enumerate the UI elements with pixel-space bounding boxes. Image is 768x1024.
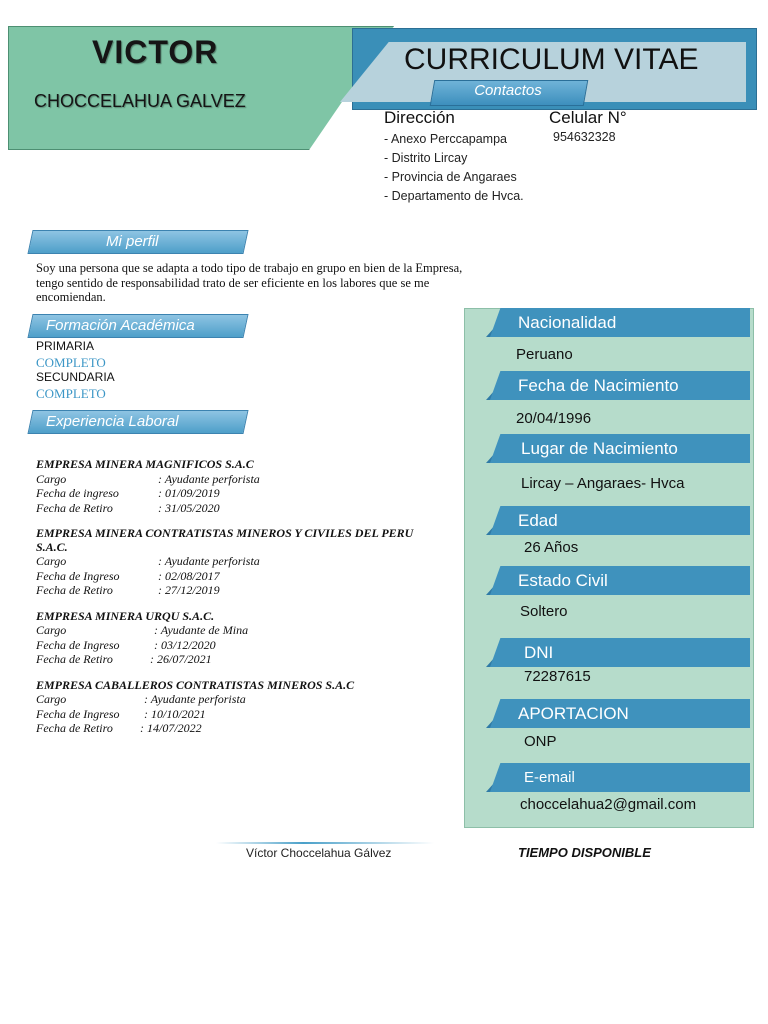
age-label: Edad (518, 511, 558, 530)
birthdate-label: Fecha de Nacimiento (518, 376, 679, 395)
last-name: CHOCCELAHUA GALVEZ (34, 91, 246, 111)
contribution-label: APORTACION (518, 704, 629, 723)
education-heading: Formación Académica (46, 317, 195, 334)
phone-label: Celular N° (549, 108, 627, 127)
email-value: choccelahua2@gmail.com (520, 796, 697, 813)
signature-name: Víctor Choccelahua Gálvez (246, 846, 392, 860)
job-field-value: : 10/10/2021 (144, 706, 206, 721)
company-name: EMPRESA MINERA CONTRATISTAS MINEROS Y CIVILES DEL PERU S.A.C. (36, 526, 414, 554)
first-name: VICTOR (92, 34, 219, 70)
job-row (36, 583, 416, 598)
address-line: - Distrito Lircay (384, 151, 468, 165)
job-row (36, 472, 416, 487)
job-field-value: : 03/12/2020 (154, 637, 216, 652)
experience-heading: Experiencia Laboral (46, 413, 179, 430)
job-field-label: Fecha de Ingreso (36, 637, 120, 652)
job-field-label: Fecha de Retiro (36, 500, 113, 515)
job-field-label: Fecha de ingreso (36, 486, 119, 500)
nationality-value: Peruano (516, 346, 573, 363)
job-field-label: Fecha de Retiro (36, 721, 113, 735)
address-label: Dirección (384, 108, 455, 127)
education-level: SECUNDARIA (36, 370, 115, 384)
contactos-label: Contactos (474, 82, 542, 99)
job-field-label: Cargo (36, 623, 67, 637)
dni-value: 72287615 (524, 668, 591, 685)
job-row (36, 652, 416, 667)
nationality-label: Nacionalidad (518, 313, 617, 332)
job-field-value: : Ayudante perforista (144, 692, 246, 706)
job-field-value: : Ayudante de Mina (154, 623, 249, 637)
document-title: CURRICULUM VITAE (404, 43, 699, 76)
signature-line (216, 842, 434, 844)
profile-heading: Mi perfil (106, 233, 159, 250)
age-value: 26 Años (524, 539, 579, 556)
contribution-value: ONP (524, 733, 557, 750)
job-field-label: Fecha de Retiro (36, 652, 113, 666)
job-row (36, 623, 416, 638)
address-line: - Anexo Perccapampa (384, 132, 507, 146)
education-status: COMPLETO (36, 385, 106, 401)
job-row (36, 486, 416, 501)
availability-text: TIEMPO DISPONIBLE (518, 845, 651, 860)
civil-status-label: Estado Civil (518, 571, 608, 590)
job-field-value: : 01/09/2019 (158, 486, 220, 500)
birthplace-label: Lugar de Nacimiento (521, 439, 678, 458)
job-field-value: : 31/05/2020 (158, 500, 220, 515)
job-field-label: Fecha de Ingreso (36, 568, 120, 583)
job-row (36, 554, 416, 569)
job-field-label: Fecha de Ingreso (36, 706, 120, 721)
job-row (36, 638, 416, 653)
job-field-value: : Ayudante perforista (158, 554, 260, 568)
phone-number: 954632328 (553, 130, 616, 144)
birthplace-value: Lircay – Angaraes- Hvca (521, 475, 685, 492)
job-row (36, 501, 416, 516)
job-field-value: : 27/12/2019 (158, 583, 220, 597)
civil-status-value: Soltero (520, 603, 568, 620)
job-field-label: Cargo (36, 471, 67, 486)
address-line: - Departamento de Hvca. (384, 189, 524, 203)
dni-label: DNI (524, 643, 554, 662)
email-label: E-email (524, 769, 575, 786)
job-row (36, 707, 416, 722)
job-field-label: Cargo (36, 554, 67, 568)
education-level: PRIMARIA (36, 339, 95, 353)
job-field-value: : Ayudante perforista (158, 471, 260, 486)
job-field-label: Cargo (36, 692, 67, 706)
experience-list (36, 458, 416, 736)
address-line: - Provincia de Angaraes (384, 170, 517, 184)
job-row (36, 692, 416, 707)
job-row (36, 721, 416, 736)
job-field-value: : 02/08/2017 (158, 568, 220, 583)
company-name: EMPRESA MINERA MAGNIFICOS S.A.C (36, 457, 254, 471)
company-name: EMPRESA MINERA URQU S.A.C. (36, 608, 215, 623)
job-row (36, 569, 416, 584)
profile-text: Soy una persona que se adapta a todo tipo de trabajo en grupo en bien de la Empresa, tengo sentido de responsabilidad trato de ser eficiente en los labores que se me encomiendan. (36, 261, 463, 304)
education-list (36, 339, 115, 401)
job-field-value: : 26/07/2021 (150, 652, 212, 666)
birthdate-value: 20/04/1996 (516, 410, 592, 427)
address-list (384, 130, 524, 206)
education-status: COMPLETO (36, 354, 106, 370)
job-field-value: : 14/07/2022 (140, 721, 202, 735)
job-field-label: Fecha de Retiro (36, 583, 113, 597)
company-name: EMPRESA CABALLEROS CONTRATISTAS MINEROS S.A.C (36, 677, 355, 692)
